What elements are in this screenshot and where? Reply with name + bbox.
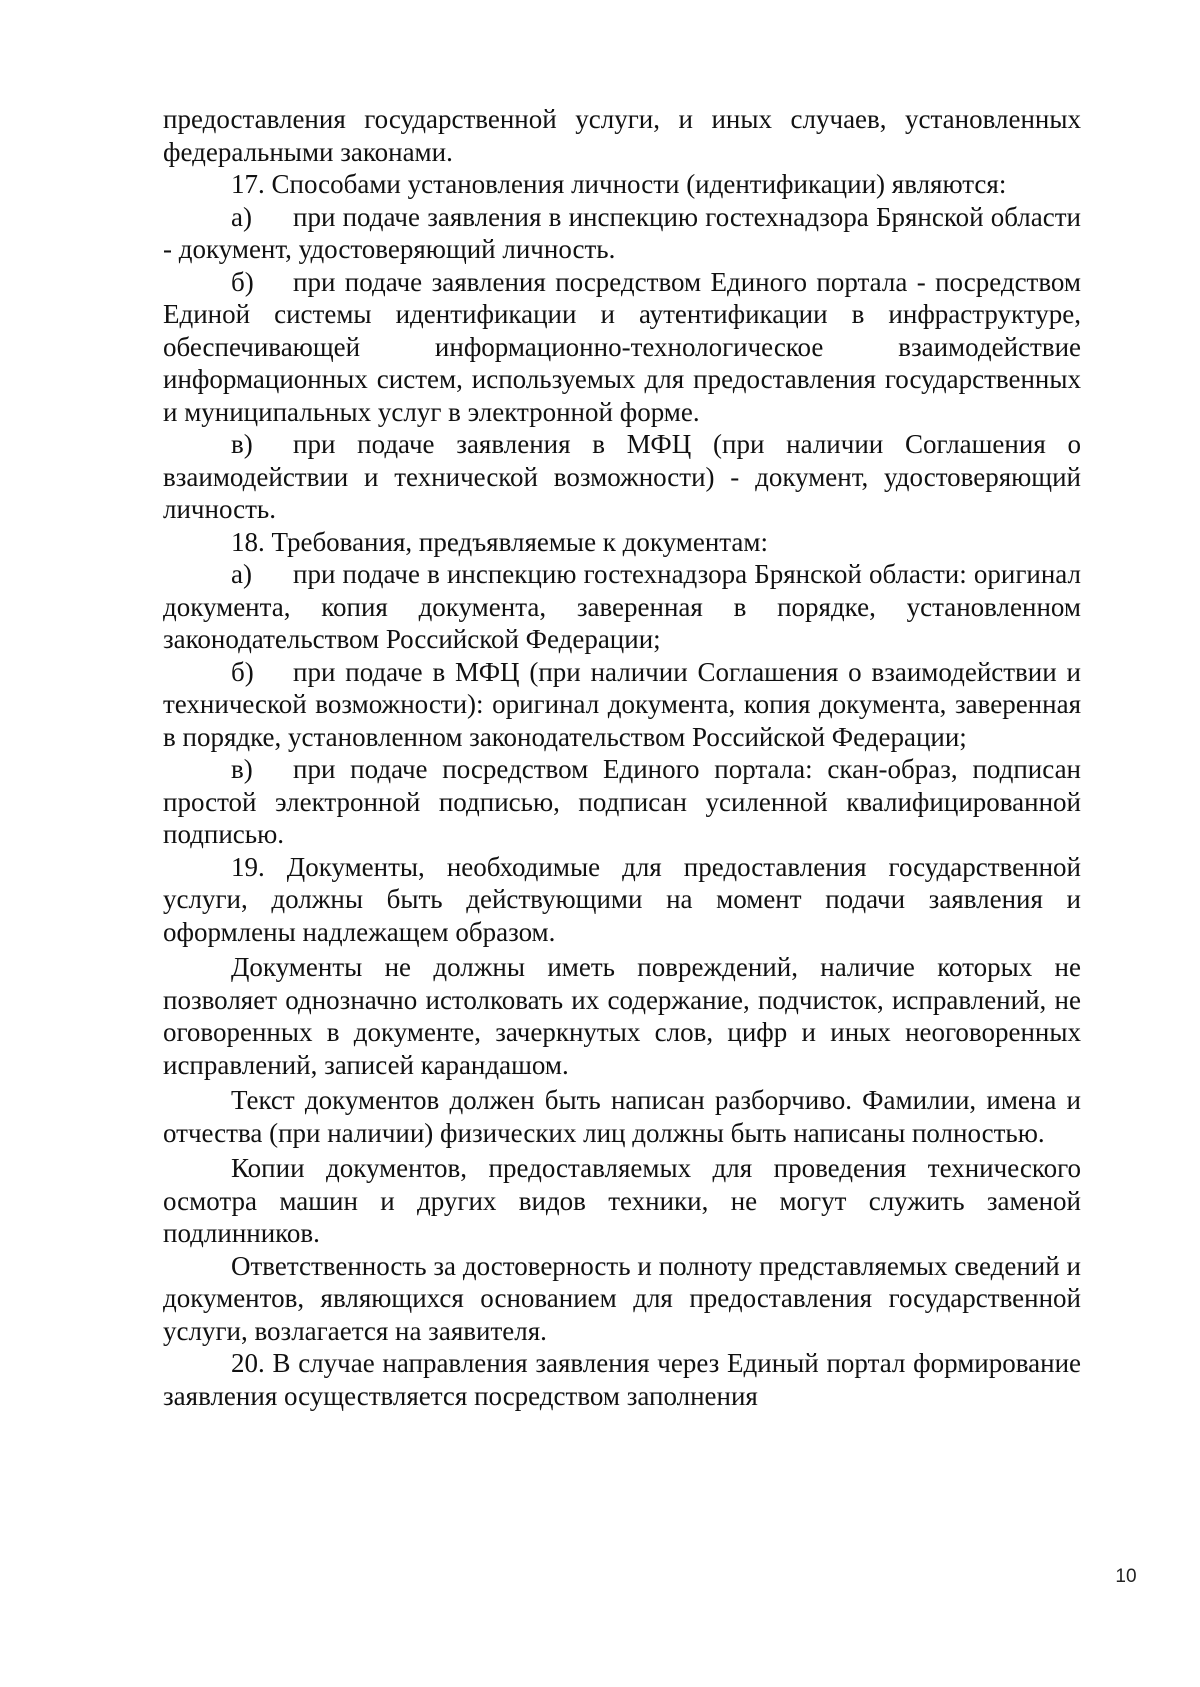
paragraph-text: при подаче заявления в МФЦ (при наличии Соглашения о взаимодействии и технической возможности) - документ, удостоверяющий личность. [163,429,1081,524]
list-marker: б) [231,656,254,687]
paragraph-19-damage: Документы не должны иметь повреждений, наличие которых не позволяет однозначно истолковать их содержание, подчисток, исправлений, не оговоренных в документе, зачеркнутых слов, цифр и иных неоговоренных исправлений, записей карандашом. [163,952,1081,1080]
paragraph-17v [163,428,1081,526]
paragraph-19: 19. Документы, необходимые для предоставления государственной услуги, должны быть действующими на момент подачи заявления и оформлены надлежащем образом. [163,851,1081,947]
paragraph-17a [163,201,1081,266]
paragraph-18-heading: 18. Требования, предъявляемые к документам: [231,526,769,557]
paragraph-19-legibility: Текст документов должен быть написан разборчиво. Фамилии, имена и отчества (при наличии) физических лиц должны быть написаны полностью. [163,1085,1081,1148]
paragraph-18b [163,656,1081,754]
list-marker: в) [231,429,253,459]
paragraph-17-heading: 17. Способами установления личности (идентификации) являются: [231,169,1007,199]
page-number: 10 [1115,1566,1137,1587]
list-marker: б) [231,266,254,297]
paragraph-19-copies: Копии документов, предоставляемых для проведения технического осмотра машин и других видов техники, не могут служить заменой подлинников. [163,1153,1081,1248]
paragraph-17b [163,266,1081,429]
paragraph-text: при подаче посредством Единого портала: скан-образ, подписан простой электронной подписью, подписан усиленной квалифицированной подписью. [163,754,1081,849]
list-marker: а) [231,559,252,589]
list-marker: а) [231,201,252,232]
list-marker: в) [231,754,253,784]
paragraph-text: при подаче в инспекцию гостехнадзора Брянской области: оригинал документа, копия документа, заверенная в порядке, установленном законодательством Российской Федерации; [163,559,1081,654]
paragraph-text: при подаче заявления в инспекцию гостехнадзора Брянской области - документ, удостоверяющий личность. [163,201,1081,264]
paragraph-18a [163,558,1081,656]
document-body [163,103,1081,1412]
paragraph-18v [163,753,1081,851]
paragraph-continuation: предоставления государственной услуги, и иных случаев, установленных федеральными законами. [163,104,1081,167]
paragraph-text: при подаче заявления посредством Единого портала - посредством Единой системы идентификации и аутентификации в инфраструктуре, обеспечивающей информационно-технологическое взаимодействие информационных систем, используемых для предоставления государственных и муниципальных услуг в электронной форме. [163,266,1081,427]
paragraph-text: при подаче в МФЦ (при наличии Соглашения о взаимодействии и технической возможности): оригинал документа, копия документа, заверенная в порядке, установленном законодательством Российской Федерации; [163,656,1081,752]
paragraph-19-responsibility: Ответственность за достоверность и полноту представляемых сведений и документов, являющихся основанием для предоставления государственной услуги, возлагается на заявителя. [163,1250,1081,1346]
paragraph-20: 20. В случае направления заявления через Единый портал формирование заявления осуществляется посредством заполнения [163,1348,1081,1411]
